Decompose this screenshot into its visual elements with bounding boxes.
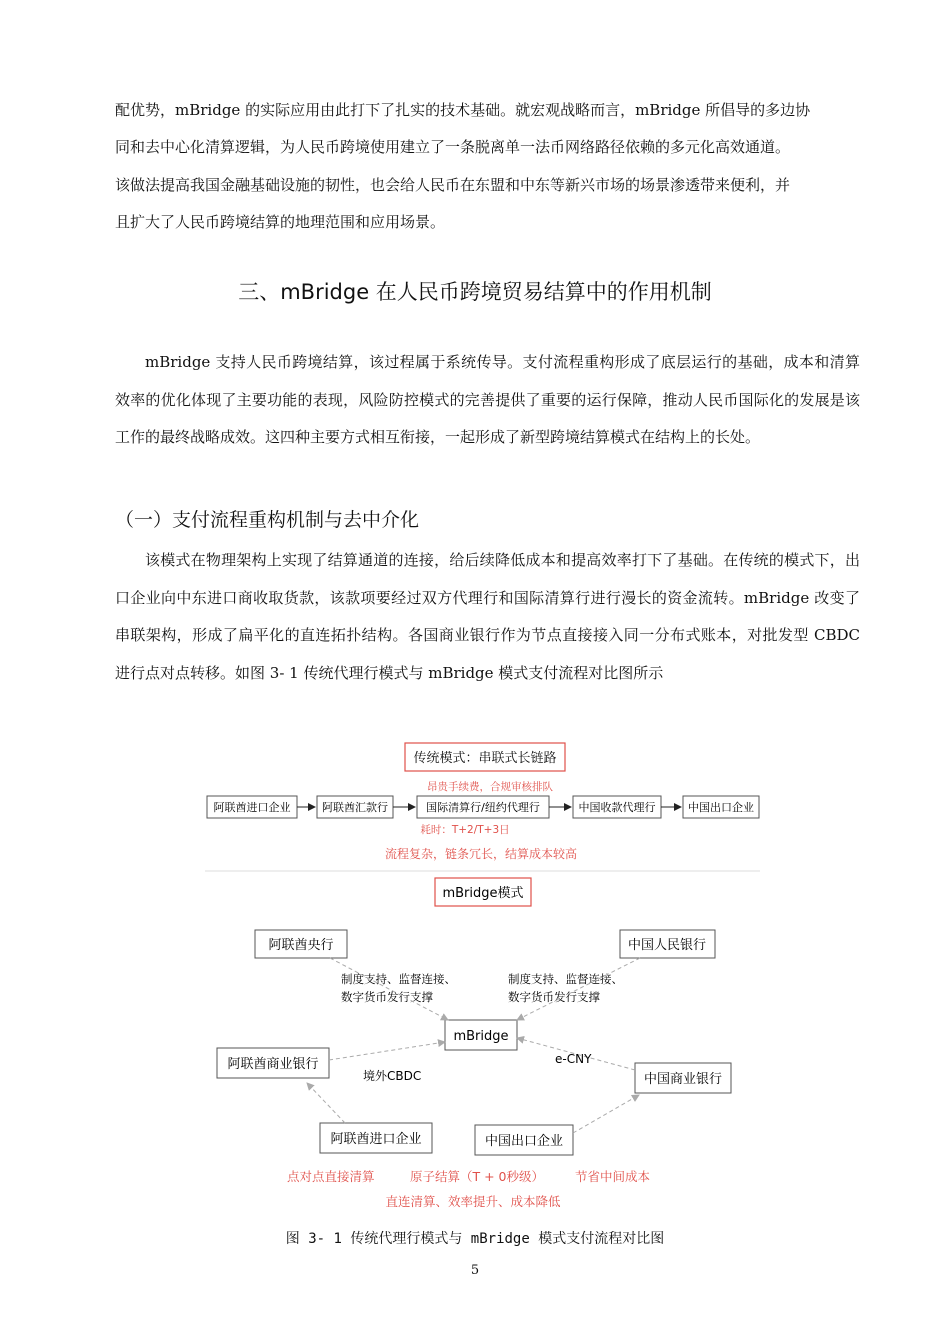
dashed-link	[329, 1042, 445, 1060]
benefit-p2p: 点对点直接清算	[287, 1169, 375, 1184]
node-label: 中国收款代理行	[578, 801, 656, 814]
node-label: 中国出口企业	[688, 801, 754, 814]
dashed-link	[330, 958, 448, 1020]
page-number: 5	[470, 1263, 480, 1278]
intro-paragraph: mBridge 支持人民币跨境结算，该过程属于系统传导。支付流程重构形成了底层运行的基础，成本和清算效率的优化体现了主要功能的表现，风险防控模式的完善提供了重要的运行保障，推动人民币国际化的发展是该工作的最终战略成效。这四种主要方式相互衔接，一起形成了新型跨境结算模式在结构上的长处。	[115, 353, 860, 446]
node-label: 中国人民银行	[627, 938, 707, 953]
traditional-note-bottom: 耗时：T+2/T+3日	[420, 824, 510, 836]
node-label: 中国出口企业	[484, 1134, 564, 1149]
subsection-title: （一）支付流程重构机制与去中介化	[115, 509, 420, 531]
node-label: 中国商业银行	[643, 1072, 723, 1087]
traditional-title: 传统模式：串联式长链路	[413, 751, 557, 766]
section-title: 三、mBridge 在人民币跨境贸易结算中的作用机制	[238, 280, 712, 304]
payment-flow-figure	[195, 738, 765, 1218]
node-label: 阿联酋商业银行	[227, 1057, 319, 1072]
dashed-link	[307, 1083, 345, 1123]
benefit-cost: 节省中间成本	[575, 1169, 651, 1184]
support-text-right: 数字货币发行支撑	[508, 990, 600, 1004]
node-label: 阿联酋进口企业	[330, 1132, 422, 1147]
traditional-summary: 流程复杂，链条冗长，结算成本较高	[384, 847, 578, 861]
benefit-atomic: 原子结算（T + 0秒级）	[410, 1169, 545, 1184]
traditional-note-top: 昂贵手续费，合规审核排队	[427, 781, 553, 793]
support-text-right: 制度支持、监督连接、	[508, 972, 623, 986]
node-label: 阿联酋汇款行	[322, 801, 388, 814]
node-label: 阿联酋进口企业	[213, 801, 291, 814]
text-line: 配优势，mBridge 的实际应用由此打下了扎实的技术基础。就宏观战略而言，mBridge 所倡导的多边协	[115, 101, 811, 119]
support-text-left: 制度支持、监督连接、	[341, 972, 456, 986]
support-text-left: 数字货币发行支撑	[341, 990, 433, 1004]
node-label: 国际清算行/纽约代理行	[426, 801, 540, 814]
mechanism-paragraph: 该模式在物理架构上实现了结算通道的连接，给后续降低成本和提高效率打下了基础。在传统的模式下，出口企业向中东进口商收取货款，该款项要经过双方代理行和国际清算行进行漫长的资金流转。mBridge 改变了串联架构，形成了扁平化的直连拓扑结构。各国商业银行作为节点直接接入同一分布式账本，对批发型 CBDC 进行点对点转移。如图 3- 1 传统代理行模式与 mBridge 模式支付流程对比图所示	[115, 551, 860, 682]
currency-left: 境外CBDC	[363, 1069, 422, 1083]
currency-right: e-CNY	[555, 1052, 592, 1066]
node-label: 阿联酋央行	[268, 938, 334, 953]
mbridge-mode-section	[217, 878, 731, 1209]
figure-caption: 图 3- 1 传统代理行模式与 mBridge 模式支付流程对比图	[285, 1231, 665, 1247]
mbridge-title: mBridge模式	[442, 886, 524, 901]
dashed-link	[517, 958, 640, 1020]
traditional-mode-section	[207, 743, 759, 861]
node-label: mBridge	[453, 1029, 509, 1044]
text-line: 同和去中心化清算逻辑，为人民币跨境使用建立了一条脱离单一法币网络路径依赖的多元化高效通道。	[115, 138, 791, 156]
mbridge-summary: 直连清算、效率提升、成本降低	[385, 1194, 561, 1209]
dashed-link	[573, 1095, 639, 1133]
text-line: 且扩大了人民币跨境结算的地理范围和应用场景。	[115, 213, 446, 231]
text-line: 该做法提高我国金融基础设施的韧性，也会给人民币在东盟和中东等新兴市场的场景渗透带来便利，并	[115, 176, 791, 194]
